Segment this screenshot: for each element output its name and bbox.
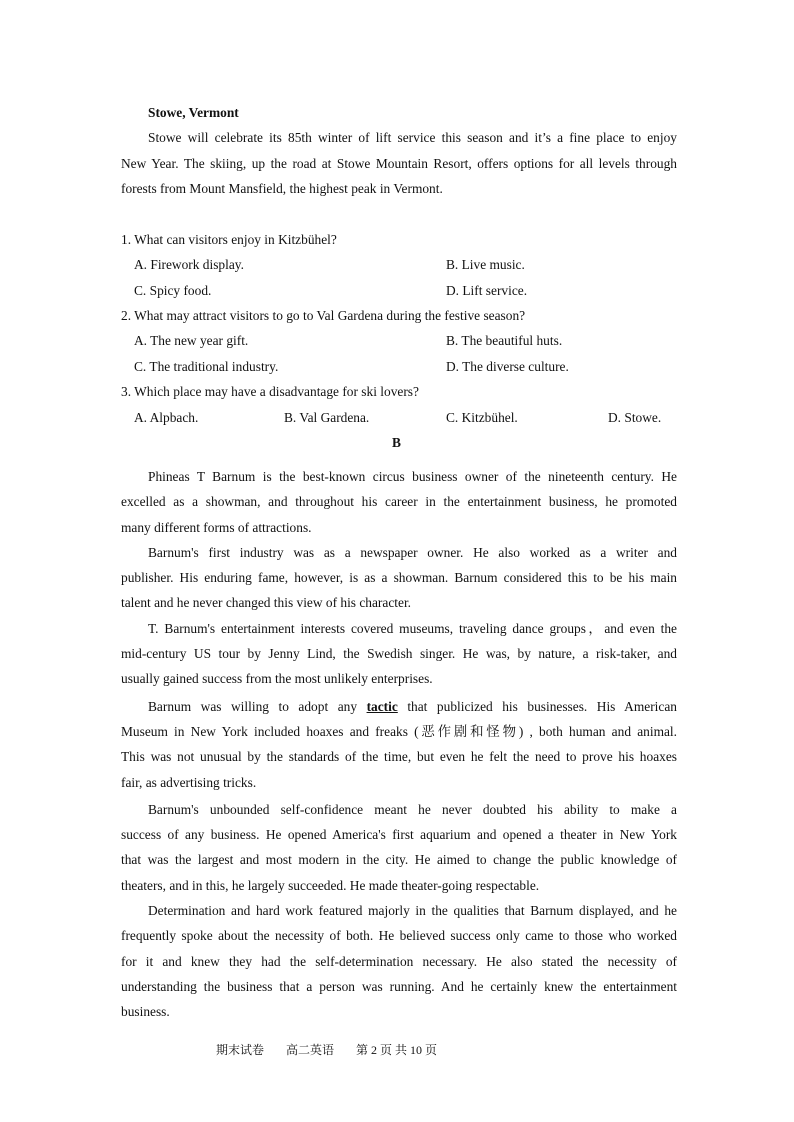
stowe-line: Stowe will celebrate its 85th winter of lift service this season and it’s a fine place to enjoy bbox=[148, 130, 677, 146]
text-line: business. bbox=[121, 1004, 170, 1020]
option-b: B. Live music. bbox=[446, 257, 525, 272]
text-line: Phineas T Barnum is the best-known circus business owner of the nineteenth century. He bbox=[148, 469, 677, 484]
question-stem: 2. What may attract visitors to go to Val Gardena during the festive season? bbox=[121, 308, 526, 323]
passage-b bbox=[121, 464, 677, 1025]
text-line: theaters, and in this, he largely succeeded. He made theater-going respectable. bbox=[121, 877, 540, 893]
stowe-line: New Year. The skiing, up the road at Stowe Mountain Resort, offers options for all levels through bbox=[121, 155, 677, 171]
paragraph bbox=[121, 898, 677, 1024]
stowe-section bbox=[121, 100, 677, 201]
stowe-line: forests from Mount Mansfield, the highest peak in Vermont. bbox=[121, 180, 443, 196]
footer-exam: 期末试卷 bbox=[216, 1043, 265, 1057]
text-line: excelled as a showman, and throughout his career in the entertainment business, he promoted bbox=[121, 494, 677, 510]
text-line: Museum in New York included hoaxes and freaks (恶作剧和怪物) , both human and animal. bbox=[121, 723, 677, 739]
paragraph bbox=[121, 616, 677, 692]
option-a: A. Firework display. bbox=[134, 257, 244, 272]
text-line: fair, as advertising tricks. bbox=[121, 774, 257, 790]
text-line: talent and he never changed this view of his character. bbox=[121, 595, 412, 611]
text-line: frequently spoke about the necessity of both. He believed success only came to those who worked bbox=[121, 928, 677, 944]
text-line: many different forms of attractions. bbox=[121, 519, 312, 535]
text-line: This was not unusual by the standards of the time, but even he felt the need to prove his hoaxes bbox=[121, 749, 677, 765]
option-b: B. Val Gardena. bbox=[284, 410, 370, 425]
footer-subject: 高二英语 bbox=[286, 1043, 335, 1057]
question-stem: 3. Which place may have a disadvantage for ski lovers? bbox=[121, 384, 419, 399]
paragraph bbox=[121, 694, 677, 795]
text-run: Barnum was willing to adopt any bbox=[148, 698, 358, 714]
footer-page-number: 第 2 页 共 10 页 bbox=[356, 1043, 438, 1057]
text-line: understanding the business that a person was running. And he certainly knew the entertainment bbox=[121, 978, 677, 994]
option-d: D. The diverse culture. bbox=[446, 359, 569, 374]
text-line: Barnum's first industry was as a newspaper owner. He also worked as a writer and bbox=[148, 544, 677, 560]
text-run: that publicized his businesses. His American bbox=[407, 698, 677, 714]
option-d: D. Stowe. bbox=[608, 410, 662, 425]
section-b-label: B bbox=[392, 435, 401, 450]
text-line bbox=[121, 694, 677, 719]
underlined-word: tactic bbox=[366, 698, 398, 714]
text-line: Determination and hard work featured majorly in the qualities that Barnum displayed, and he bbox=[148, 903, 677, 919]
text-line: T. Barnum's entertainment interests covered museums, traveling dance groups，and even the bbox=[148, 620, 677, 636]
paragraph bbox=[121, 540, 677, 616]
question-stem: 1. What can visitors enjoy in Kitzbühel? bbox=[121, 232, 337, 247]
paragraph bbox=[121, 797, 677, 898]
text-line: usually gained success from the most unlikely enterprises. bbox=[121, 671, 433, 687]
text-line: success of any business. He opened America's first aquarium and opened a theater in New York bbox=[121, 827, 677, 843]
option-c: C. Kitzbühel. bbox=[446, 410, 518, 425]
option-d: D. Lift service. bbox=[446, 283, 528, 298]
option-c: C. Spicy food. bbox=[134, 283, 212, 298]
option-a: A. Alpbach. bbox=[134, 410, 199, 425]
option-b: B. The beautiful huts. bbox=[446, 333, 563, 348]
text-line: mid-century US tour by Jenny Lind, the Swedish singer. He was, by nature, a risk-taker, and bbox=[121, 646, 677, 662]
text-line: Barnum's unbounded self-confidence meant he never doubted his ability to make a bbox=[148, 801, 677, 817]
page-footer bbox=[216, 1041, 437, 1058]
text-line: publisher. His enduring fame, however, is as a showman. Barnum considered this to be his main bbox=[121, 570, 677, 586]
stowe-heading: Stowe, Vermont bbox=[148, 105, 239, 120]
text-line: that was the largest and most modern in the city. He aimed to change the public knowledge of bbox=[121, 852, 677, 868]
text-line: for it and knew they had the self-determination necessary. He also stated the necessity of bbox=[121, 953, 677, 969]
option-a: A. The new year gift. bbox=[134, 333, 249, 348]
paragraph bbox=[121, 464, 677, 540]
option-c: C. The traditional industry. bbox=[134, 359, 279, 374]
